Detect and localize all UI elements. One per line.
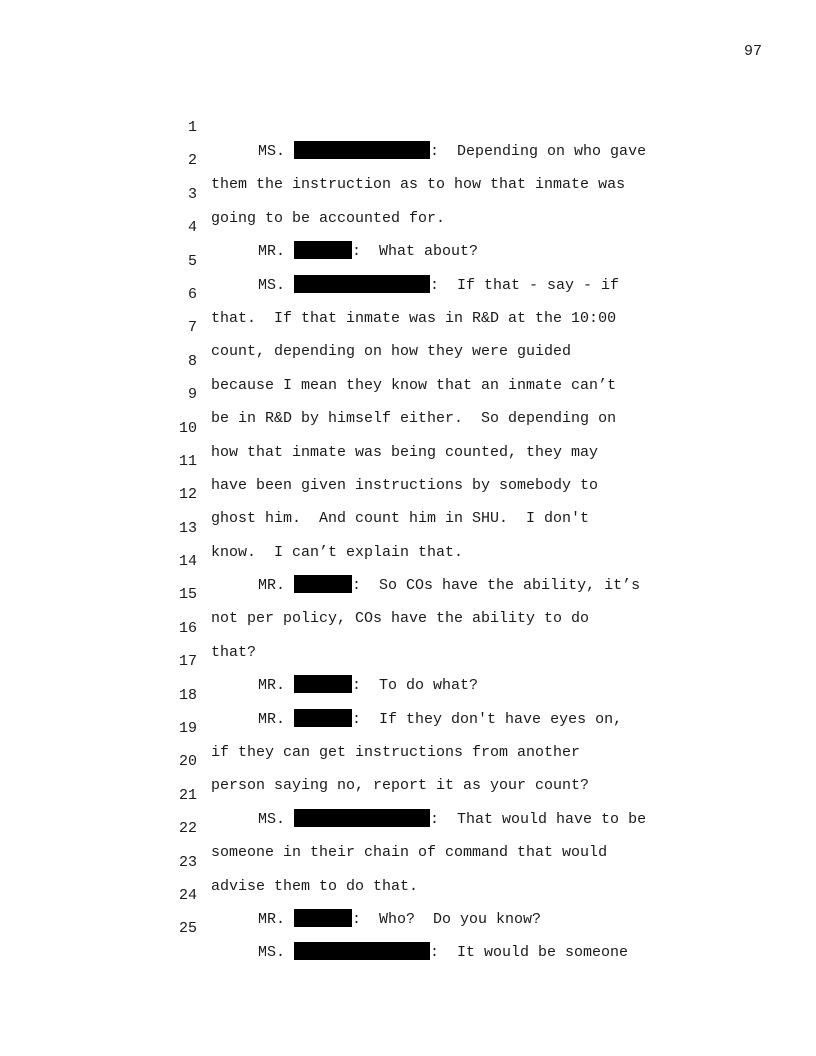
line-content: : That would have to be (430, 810, 647, 828)
speaker-title: MR. (258, 910, 286, 928)
line-text: if they can get instructions from another (211, 744, 581, 762)
speaker-title: MR. (258, 710, 286, 728)
line-text: be in R&D by himself either. So depending on (211, 410, 617, 428)
line-text: have been given instructions by somebody to (211, 476, 599, 494)
transcript-line (0, 326, 816, 394)
speaker-title: MR. (258, 577, 286, 595)
transcript-line (0, 192, 816, 261)
transcript-line (0, 660, 816, 728)
transcript-line (0, 92, 816, 160)
line-text (258, 941, 628, 965)
line-number: 22 (178, 820, 197, 838)
line-number: 19 (178, 720, 197, 738)
transcript-body (0, 92, 816, 962)
transcript-line (0, 860, 816, 928)
transcript-line (0, 226, 816, 294)
line-number: 5 (187, 252, 197, 270)
line-content: : Who? Do you know? (352, 910, 542, 928)
transcript-line (0, 493, 816, 561)
line-content: : If that - say - if (430, 276, 620, 294)
line-number: 12 (178, 486, 197, 504)
redaction-bar (294, 942, 430, 960)
line-content: : If they don't have eyes on, (352, 710, 623, 728)
line-number: 8 (187, 352, 197, 370)
speaker-title: MR. (258, 243, 286, 261)
line-number: 20 (178, 753, 197, 771)
speaker-title: MR. (258, 677, 286, 695)
transcript-line (0, 292, 816, 361)
line-text: going to be accounted for. (211, 209, 446, 227)
line-text: not per policy, COs have the ability to do (211, 610, 590, 628)
line-number: 11 (178, 452, 197, 470)
line-text: count, depending on how they were guided (211, 343, 572, 361)
line-content: : So COs have the ability, it’s (352, 577, 641, 595)
line-text: them the instruction as to how that inmate was (211, 176, 626, 194)
line-number: 18 (178, 686, 197, 704)
transcript-line (0, 893, 816, 962)
line-number: 7 (187, 319, 197, 337)
transcript-line (0, 760, 816, 828)
line-text: ghost him. And count him in SHU. I don't (211, 510, 590, 528)
line-text: that. If that inmate was in R&D at the 10:00 (211, 309, 617, 327)
line-number: 2 (187, 152, 197, 170)
line-number: 21 (178, 786, 197, 804)
line-content: : Depending on who gave (430, 143, 647, 160)
line-text: know. I can’t explain that. (211, 543, 464, 561)
line-text: because I mean they know that an inmate can’t (211, 376, 617, 394)
speaker-title: MS. (258, 276, 286, 294)
line-content: : It would be someone (430, 944, 629, 962)
line-number: 10 (178, 419, 197, 437)
line-number: 14 (178, 553, 197, 571)
speaker-title: MS. (258, 143, 286, 160)
line-text: that? (211, 643, 257, 661)
line-number: 3 (187, 185, 197, 203)
transcript-line (0, 593, 816, 661)
line-number: 6 (187, 285, 197, 303)
speaker-title: MS. (258, 810, 286, 828)
line-number: 17 (178, 653, 197, 671)
speaker-title: MS. (258, 944, 286, 962)
line-number: 13 (178, 519, 197, 537)
line-number: 1 (187, 119, 197, 136)
line-content: : To do what? (352, 677, 479, 695)
line-text: someone in their chain of command that would (211, 844, 608, 862)
line-number: 25 (178, 920, 197, 938)
line-text: person saying no, report it as your count? (211, 777, 590, 795)
line-text: advise them to do that. (211, 877, 419, 895)
transcript-line (0, 426, 816, 494)
page-number: 97 (743, 43, 762, 60)
line-number: 15 (178, 586, 197, 604)
line-number: 24 (178, 886, 197, 904)
line-number: 9 (187, 386, 197, 404)
line-text: how that inmate was being counted, they may (211, 443, 599, 461)
transcript-line (0, 125, 816, 194)
line-number: 16 (178, 619, 197, 637)
line-number: 4 (187, 219, 197, 237)
transcript-line (0, 259, 816, 327)
line-content: : What about? (352, 243, 479, 261)
line-number: 23 (178, 853, 197, 871)
transcript-line (0, 159, 816, 227)
